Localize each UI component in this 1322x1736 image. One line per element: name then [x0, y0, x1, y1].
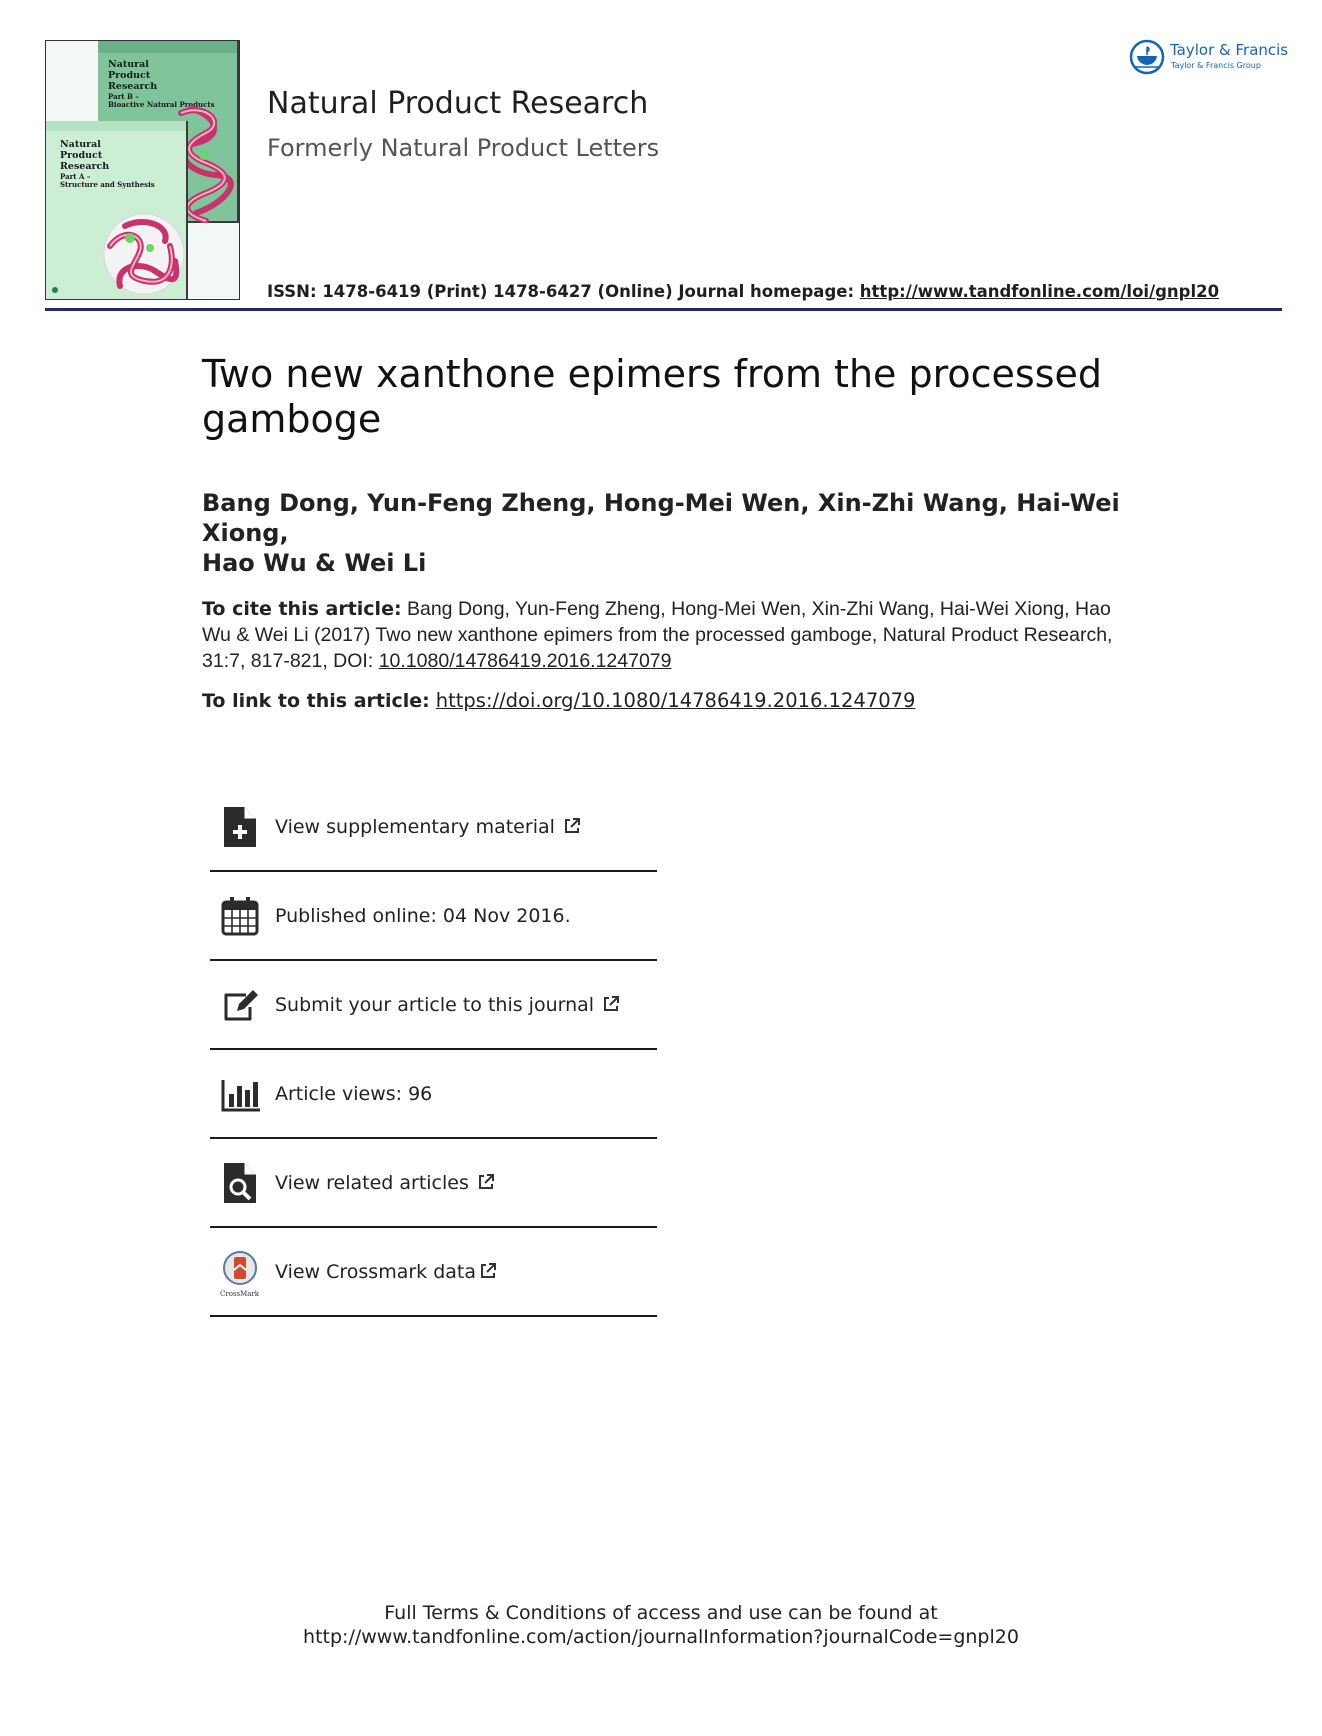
link-label: To link to this article: [202, 690, 430, 712]
article-title: Two new xanthone epimers from the processed gamboge [202, 352, 1103, 441]
bar-chart-icon [220, 1072, 260, 1116]
item-divider [210, 1315, 657, 1317]
cover-front-subtitle: Part A – Structure and Synthesis [60, 172, 155, 189]
external-link-icon [477, 1173, 495, 1191]
calendar-icon [220, 894, 260, 938]
cover-back-strip [98, 41, 237, 53]
cover-front-molecule-graphic [100, 206, 186, 298]
views-item [210, 1050, 657, 1139]
terms-footer [0, 1601, 1322, 1649]
publisher-group: Taylor & Francis Group [1171, 61, 1261, 70]
journal-cover-image [45, 40, 240, 300]
article-link-line [202, 689, 915, 712]
crossmark-logo-text: CrossMark [220, 1290, 260, 1298]
footer-line-1: Full Terms & Conditions of access and use can be found at [384, 1602, 938, 1624]
related-articles-link[interactable] [275, 1172, 495, 1194]
submit-label: Submit your article to this journal [275, 994, 595, 1016]
article-views: Article views: 96 [275, 1083, 433, 1105]
search-document-icon [220, 1161, 260, 1205]
related-label: View related articles [275, 1172, 469, 1194]
publisher-name: Taylor & Francis [1170, 41, 1289, 59]
file-plus-icon [220, 805, 260, 849]
cite-label: To cite this article: [202, 598, 402, 620]
citation-block [202, 596, 1142, 674]
header-rule [45, 308, 1282, 311]
published-date: Published online: 04 Nov 2016. [275, 905, 571, 927]
related-item[interactable] [210, 1139, 657, 1228]
journal-title: Natural Product Research [267, 86, 649, 121]
external-link-icon [602, 995, 620, 1013]
crossmark-icon [220, 1250, 260, 1294]
taylor-francis-logo-icon[interactable] [1128, 38, 1166, 76]
cover-publisher-mark [52, 287, 58, 293]
submit-item[interactable] [210, 961, 657, 1050]
published-item [210, 872, 657, 961]
footer-terms-link[interactable]: http://www.tandfonline.com/action/journalInformation?journalCode=gnpl20 [303, 1626, 1019, 1648]
submit-link[interactable] [275, 994, 620, 1016]
crossmark-item[interactable] [210, 1228, 657, 1317]
cover-back-subtitle: Part B – Bioactive Natural Products [108, 92, 215, 109]
journal-formerly-title: Formerly Natural Product Letters [267, 134, 660, 162]
cover-front-title: Natural Product Research [60, 139, 110, 172]
edit-icon [220, 983, 260, 1027]
cover-back-title: Natural Product Research [108, 59, 158, 92]
crossmark-label: View Crossmark data [275, 1261, 477, 1283]
authors-line-1: Bang Dong, Yun-Feng Zheng, Hong-Mei Wen, Xin-Zhi Wang, Hai-Wei Xiong, [202, 489, 1120, 547]
external-link-icon [563, 817, 581, 835]
issn-line [267, 282, 1219, 301]
journal-homepage-link[interactable]: http://www.tandfonline.com/loi/gnpl20 [859, 282, 1220, 301]
supplementary-link[interactable] [275, 816, 581, 838]
external-link-icon [479, 1262, 497, 1280]
supplementary-label: View supplementary material [275, 816, 555, 838]
cite-text: Bang Dong, Yun-Feng Zheng, Hong-Mei Wen, Xin-Zhi Wang, Hai-Wei Xiong, Hao Wu & Wei Li (2017) Two new xanthone epimers from the processed gamboge, Natural Product Research, 31:7, 817-821, DOI: [202, 598, 1113, 672]
article-doi-link[interactable]: https://doi.org/10.1080/14786419.2016.1247079 [435, 689, 916, 712]
authors-line-2: Hao Wu & Wei Li [202, 549, 427, 577]
supplementary-item[interactable] [210, 783, 657, 872]
cite-doi-link[interactable]: 10.1080/14786419.2016.1247079 [378, 650, 672, 672]
cover-front-panel [46, 121, 188, 299]
cover-front-strip [46, 121, 186, 131]
issn-text: ISSN: 1478-6419 (Print) 1478-6427 (Online) Journal homepage: [267, 282, 860, 301]
crossmark-link[interactable] [275, 1261, 497, 1283]
article-authors [202, 488, 1122, 578]
